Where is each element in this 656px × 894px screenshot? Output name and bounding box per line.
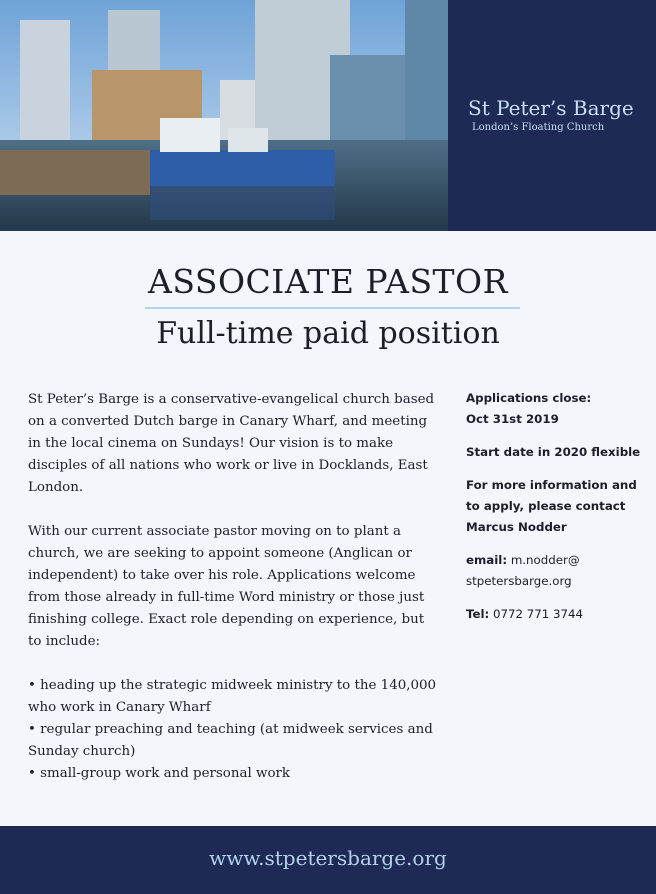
email-link[interactable]: m.nodder@ stpetersbarge.org — [466, 553, 580, 588]
contact-block — [466, 475, 646, 538]
phone-number[interactable]: 0772 771 3744 — [493, 607, 584, 621]
start-date-block — [466, 442, 646, 463]
closing-date-block — [466, 388, 646, 430]
duty-item: • small-group work and personal work — [28, 766, 291, 781]
page-subtitle: Full-time paid position — [156, 316, 500, 351]
brand-subtitle: London’s Floating Church — [472, 122, 605, 133]
contact-text: For more information and to apply, please contact Marcus Nodder — [466, 478, 637, 534]
application-sidebar — [466, 388, 646, 637]
website-link[interactable]: www.stpetersbarge.org — [209, 846, 447, 870]
duty-item: • regular preaching and teaching (at midweek services and Sunday church) — [28, 722, 433, 759]
photo-illustration — [0, 0, 448, 231]
closing-date: Oct 31st 2019 — [466, 412, 559, 426]
job-description — [28, 389, 438, 785]
closing-label: Applications close: — [466, 391, 592, 405]
duty-item: • heading up the strategic midweek ministry to the 140,000 who work in Canary Wharf — [28, 678, 437, 715]
email-block — [466, 550, 646, 592]
role-paragraph: With our current associate pastor moving on to plant a church, we are seeking to appoint someone (Anglican or independent) to take over his role. Applications welcome from those already in full-time Word ministry or those just finishing college. Exact role depending on experience, but to include: — [28, 524, 425, 649]
brand-title: St Peter’s Barge — [468, 96, 634, 120]
docklands-barge-photo — [0, 0, 448, 231]
brand-panel — [448, 0, 656, 231]
start-date-text: Start date in 2020 flexible — [466, 445, 641, 459]
hero-banner — [0, 0, 656, 231]
title-divider — [145, 307, 520, 309]
phone-label: Tel: — [466, 607, 490, 621]
duties-list — [28, 675, 438, 785]
page-title: ASSOCIATE PASTOR — [148, 262, 508, 301]
email-label: email: — [466, 553, 508, 567]
intro-paragraph: St Peter’s Barge is a conservative-evangelical church based on a converted Dutch barge in Canary Wharf, and meeting in the local cinema on Sundays! Our vision is to make disciples of all nations who work or live in Docklands, East London. — [28, 392, 435, 495]
phone-block — [466, 604, 646, 625]
footer-bar — [0, 826, 656, 894]
